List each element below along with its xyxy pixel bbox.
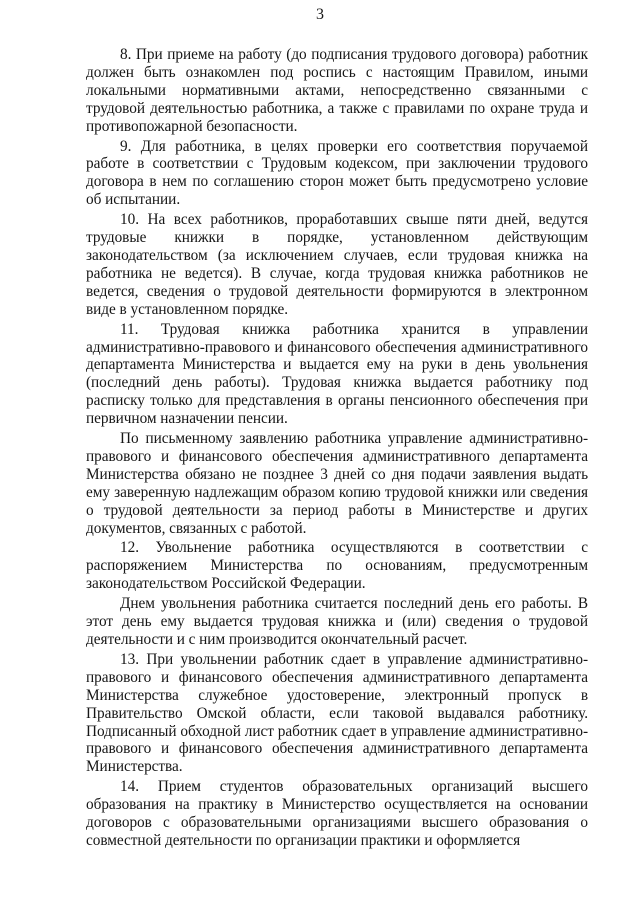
page-number: 3 [316, 6, 324, 23]
paragraph-12: 12. Увольнение работника осуществляются в соответствии с распоряжением Министерства по основаниям, предусмотренным законодательством Российской Федерации. [86, 539, 588, 593]
paragraph-11: 11. Трудовая книжка работника хранится в управлении административно-правового и финансового обеспечения административного департамента Министерства и выдается ему на руки в день увольнения (последний день работы). Трудовая книжка выдается работнику под расписку только для представления в органы пенсионного обеспечения при первичном назначении пенсии. [86, 320, 588, 428]
paragraph-13: 13. При увольнении работник сдает в управление административно-правового и финансового обеспечения административного департамента Министерства служебное удостоверение, электронный пропуск в Правительство Омской области, если таковой выдавался работнику. Подписанный обходной лист работник сдает в управление административно-правового и финансового обеспечения административного департамента Министерства. [86, 650, 588, 776]
paragraph-11-continued: По письменному заявлению работника управление административно-правового и финансового обеспечения административного департамента Министерства обязано не позднее 3 дней со дня подачи заявления выдать ему заверенную надлежащим образом копию трудовой книжки или сведения о трудовой деятельности за период работы в Министерстве и других документов, связанных с работой. [86, 430, 588, 537]
paragraph-14: 14. Прием студентов образовательных организаций высшего образования на практику в Министерство осуществляется на основании договоров с образовательными организациями высшего образования о совместной деятельности по организации практики и оформляется [86, 778, 588, 849]
paragraph-10: 10. На всех работников, проработавших свыше пяти дней, ведутся трудовые книжки в порядке, установленном действующим законодательством (за исключением случаев, если трудовая книжка на работника не ведется). В случае, когда трудовая книжка работников не ведется, сведения о трудовой деятельности формируются в электронном виде в установленном порядке. [86, 211, 588, 318]
paragraph-8: 8. При приеме на работу (до подписания трудового договора) работник должен быть ознакомлен под роспись с настоящим Правилом, иными локальными нормативными актами, непосредственно связанными с трудовой деятельностью работника, а также с правилами по охране труда и противопожарной безопасности. [86, 46, 588, 135]
paragraph-12-continued: Днем увольнения работника считается последний день его работы. В этот день ему выдается трудовая книжка и (или) сведения о трудовой деятельности и с ним производится окончательный расчет. [86, 595, 588, 648]
paragraph-9: 9. Для работника, в целях проверки его соответствия поручаемой работе в соответствии с Трудовым кодексом, при заключении трудового договора в нем по соглашению сторон может быть предусмотрено условие об испытании. [86, 137, 588, 209]
document-body [86, 46, 588, 852]
